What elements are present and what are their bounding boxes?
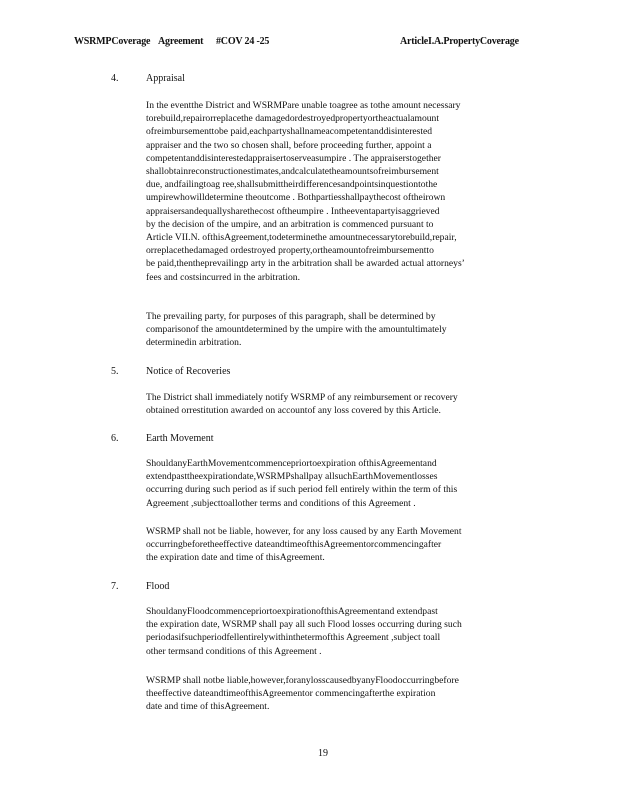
section-number: 7. bbox=[111, 581, 119, 592]
text-line: The District shall immediately notify WSRMP of any reimbursement or recovery bbox=[146, 392, 458, 403]
header-agreement-label: Agreement bbox=[158, 36, 204, 47]
text-line: ShouldanyEarthMovementcommencepriortoexpiration ofthisAgreementand bbox=[146, 458, 437, 469]
text-line: The prevailing party, for purposes of this paragraph, shall be determined by bbox=[146, 311, 436, 322]
section-number: 6. bbox=[111, 433, 119, 444]
text-line: ofreimbursementtobe paid,eachpartyshallnameacompetentanddisinterested bbox=[146, 126, 433, 138]
text-line: ShouldanyFloodcommencepriortoexpirationofthisAgreementand extendpast bbox=[146, 606, 438, 617]
text-line: periodasifsuchperiodfellentirelywithinthetermofthis Agreement ,subject toall bbox=[146, 632, 441, 644]
section-title: Flood bbox=[146, 581, 170, 592]
text-line: by the decision of the umpire, and an arbitration is commenced pursuant to bbox=[146, 218, 434, 230]
text-line: torebuild,repairorreplacethe damagedordestroyedpropertyortheactualamount bbox=[146, 113, 440, 125]
paragraph bbox=[146, 525, 552, 565]
section-number: 5. bbox=[111, 366, 119, 377]
paragraph bbox=[146, 605, 552, 658]
text-line: occurring during such period as if such period fell entirely within the term of this bbox=[146, 484, 458, 496]
text-line: WSRMP shall notbe liable,however,foranylosscausedbyanyFloodoccurringbefore bbox=[146, 675, 459, 686]
text-line: determinedin arbitration. bbox=[146, 337, 242, 349]
paragraph bbox=[146, 310, 552, 350]
text-line: other termsand conditions of this Agreement . bbox=[146, 645, 322, 657]
section-number: 4. bbox=[111, 73, 119, 84]
paragraph bbox=[146, 674, 552, 714]
text-line: appraisersandequallysharethecost oftheumpire . Intheeventapartyisaggrieved bbox=[146, 205, 440, 217]
text-line: orreplacethedamaged ordestroyed property,ortheamountofreimbursementto bbox=[146, 245, 434, 257]
section-title: Appraisal bbox=[146, 73, 185, 84]
paragraph bbox=[146, 391, 552, 417]
page-number: 19 bbox=[318, 748, 328, 759]
header-agreement-number: #COV 24 -25 bbox=[216, 36, 270, 47]
text-line: umpirewhowilldetermine theoutcome . Bothpartiesshallpaythecost oftheirown bbox=[146, 192, 446, 204]
text-line: In the eventthe District and WSRMPare unable toagree as tothe amount necessary bbox=[146, 100, 461, 111]
text-line: appraiser and the two so chosen shall, before proceeding further, appoint a bbox=[146, 139, 432, 151]
header-article-title: ArticleI.A.PropertyCoverage bbox=[400, 36, 519, 47]
text-line: extendpasttheexpirationdate,WSRMPshallpay allsuchEarthMovementlosses bbox=[146, 471, 438, 483]
text-line: date and time of thisAgreement. bbox=[146, 701, 270, 713]
text-line: Article VII.N. ofthisAgreement,todeterminethe amountnecessarytorebuild,repair, bbox=[146, 232, 457, 244]
text-line: theeffective dateandtimeofthisAgreementor commencingafterthe expiration bbox=[146, 688, 436, 700]
text-line: obtained orrestitution awarded on accountof any loss covered by this Article. bbox=[146, 405, 441, 417]
text-line: the expiration date and time of thisAgreement. bbox=[146, 552, 325, 564]
text-line: the expiration date, WSRMP shall pay all such Flood losses occurring during such bbox=[146, 619, 462, 631]
text-line: WSRMP shall not be liable, however, for any loss caused by any Earth Movement bbox=[146, 526, 462, 537]
paragraph bbox=[146, 99, 552, 284]
paragraph bbox=[146, 457, 552, 510]
text-line: occurringbeforetheeffective dateandtimeofthisAgreementorcommencingafter bbox=[146, 539, 442, 551]
text-line: shallobtainreconstructionestimates,andcalculatetheamountsofreimbursement bbox=[146, 166, 439, 178]
text-line: comparisonof the amountdetermined by the umpire with the amountultimately bbox=[146, 324, 447, 336]
text-line: Agreement ,subjecttoallother terms and conditions of this Agreement . bbox=[146, 497, 416, 509]
section-title: Notice of Recoveries bbox=[146, 366, 231, 377]
text-line: be paid,thentheprevailingp arty in the arbitration shall be awarded actual attorneys’ bbox=[146, 258, 465, 270]
section-title: Earth Movement bbox=[146, 433, 214, 444]
header-document-name: WSRMPCoverage bbox=[74, 36, 151, 47]
text-line: competentanddisinterestedappraisertoserveasumpire . The appraiserstogether bbox=[146, 152, 441, 164]
text-line: due, andfailingtoag ree,shallsubmittheirdifferencesandpointsinquestiontothe bbox=[146, 179, 438, 191]
text-line: fees and costsincurred in the arbitration. bbox=[146, 271, 300, 283]
